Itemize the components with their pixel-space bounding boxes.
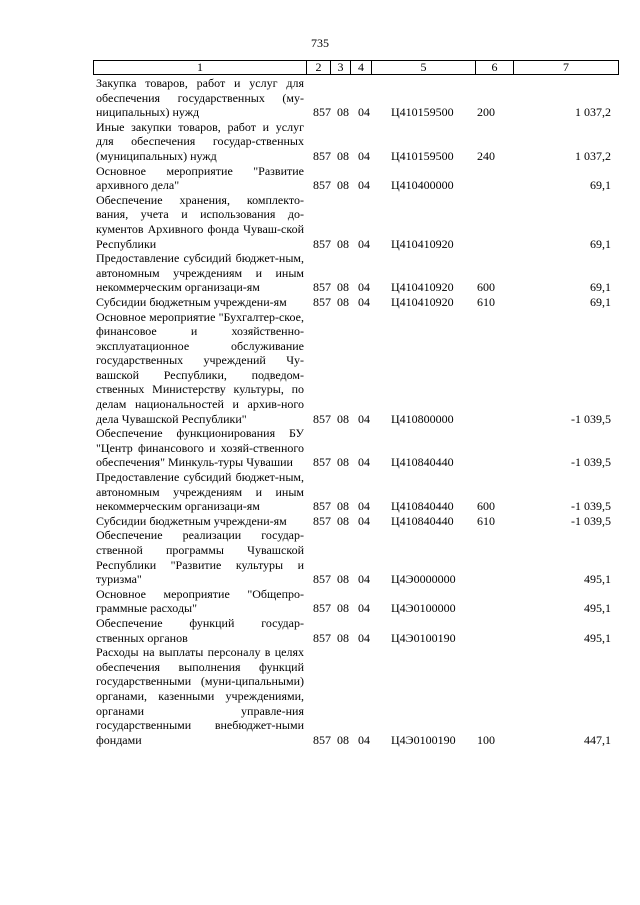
table-row <box>93 120 613 164</box>
row-code-4: 04 <box>358 513 370 528</box>
table-row <box>93 616 613 645</box>
row-code-2: 857 <box>313 732 331 747</box>
row-code-3: 08 <box>337 105 349 120</box>
row-code-3: 08 <box>337 572 349 587</box>
table-row <box>93 514 613 529</box>
row-name: Обеспечение реализации государ-ственной программы Чувашской Республики "Развитие культуры и туризма" <box>96 528 304 587</box>
row-code-4: 04 <box>358 732 370 747</box>
table-row <box>93 645 613 747</box>
row-amount: -1 039,5 <box>571 513 611 528</box>
row-name: Субсидии бюджетным учреждени-ям <box>96 294 287 309</box>
table-header <box>93 60 619 75</box>
row-name: Обеспечение функционирования БУ "Центр финансового и хозяй-ственного обеспечения" Минкуль-туры Чувашии <box>96 426 304 470</box>
row-target-code: Ц4Э0100000 <box>391 601 456 616</box>
row-expense-type: 200 <box>477 105 495 120</box>
row-name: Основное мероприятие "Бухгалтер-ское, финансовое и хозяйственно-эксплуатационное обслуживание государственных учреждений Чу-вашской Республики, подведом-ственных Министерству культуры, по делам национальностей и архив-ного дела Чувашской Республики" <box>96 309 304 426</box>
row-code-4: 04 <box>358 236 370 251</box>
row-target-code: Ц410840440 <box>391 455 454 470</box>
row-amount: 1 037,2 <box>575 105 611 120</box>
row-name: Закупка товаров, работ и услуг для обеспечения государственных (му-ниципальных) нужд <box>96 76 304 120</box>
header-col-1: 1 <box>94 61 307 75</box>
row-code-2: 857 <box>313 513 331 528</box>
row-amount: -1 039,5 <box>571 499 611 514</box>
row-code-4: 04 <box>358 411 370 426</box>
row-target-code: Ц4Э0100190 <box>391 732 456 747</box>
header-col-5: 5 <box>372 61 476 75</box>
row-amount: 495,1 <box>584 572 611 587</box>
row-target-code: Ц410410920 <box>391 294 454 309</box>
row-amount: 69,1 <box>590 294 611 309</box>
row-code-4: 04 <box>358 148 370 163</box>
row-name: Основное мероприятие "Общепро-граммные расходы" <box>96 586 304 616</box>
header-col-7: 7 <box>514 61 619 75</box>
row-amount: 69,1 <box>590 280 611 295</box>
row-expense-type: 600 <box>477 280 495 295</box>
row-target-code: Ц4Э0000000 <box>391 572 456 587</box>
table-row <box>93 76 613 120</box>
row-target-code: Ц410840440 <box>391 513 454 528</box>
row-code-4: 04 <box>358 601 370 616</box>
row-amount: 495,1 <box>584 630 611 645</box>
table-row <box>93 587 613 616</box>
row-code-4: 04 <box>358 178 370 193</box>
row-code-4: 04 <box>358 630 370 645</box>
row-code-3: 08 <box>337 411 349 426</box>
row-code-2: 857 <box>313 601 331 616</box>
row-target-code: Ц410400000 <box>391 178 454 193</box>
row-code-3: 08 <box>337 280 349 295</box>
header-col-6: 6 <box>476 61 514 75</box>
row-target-code: Ц4Э0100190 <box>391 630 456 645</box>
header-col-2: 2 <box>307 61 331 75</box>
row-code-3: 08 <box>337 499 349 514</box>
row-amount: 1 037,2 <box>575 148 611 163</box>
table-row <box>93 310 613 427</box>
row-code-3: 08 <box>337 732 349 747</box>
row-amount: 495,1 <box>584 601 611 616</box>
row-code-2: 857 <box>313 572 331 587</box>
row-amount: 447,1 <box>584 732 611 747</box>
row-target-code: Ц410410920 <box>391 236 454 251</box>
table-row <box>93 470 613 514</box>
row-code-2: 857 <box>313 411 331 426</box>
row-expense-type: 240 <box>477 148 495 163</box>
row-code-4: 04 <box>358 280 370 295</box>
row-target-code: Ц410800000 <box>391 411 454 426</box>
row-code-4: 04 <box>358 572 370 587</box>
row-target-code: Ц410840440 <box>391 499 454 514</box>
row-code-2: 857 <box>313 455 331 470</box>
row-name: Обеспечение хранения, комплекто-вания, учета и использования до-кументов Архивного фонда Чуваш-ской Республики <box>96 192 304 251</box>
row-code-4: 04 <box>358 105 370 120</box>
row-name: Основное мероприятие "Развитие архивного дела" <box>96 163 304 193</box>
row-code-2: 857 <box>313 499 331 514</box>
row-amount: 69,1 <box>590 236 611 251</box>
row-code-2: 857 <box>313 294 331 309</box>
table-row <box>93 164 613 193</box>
table-row <box>93 528 613 586</box>
row-code-2: 857 <box>313 148 331 163</box>
page-number: 735 <box>311 36 329 50</box>
table-body <box>93 76 613 747</box>
row-expense-type: 600 <box>477 499 495 514</box>
row-target-code: Ц410410920 <box>391 280 454 295</box>
row-code-2: 857 <box>313 280 331 295</box>
table-row <box>93 426 613 470</box>
header-col-4: 4 <box>351 61 372 75</box>
row-code-2: 857 <box>313 236 331 251</box>
table-row <box>93 193 613 251</box>
row-code-3: 08 <box>337 294 349 309</box>
row-name: Обеспечение функций государ-ственных органов <box>96 615 304 645</box>
row-code-3: 08 <box>337 178 349 193</box>
table-row <box>93 295 613 310</box>
row-name: Иные закупки товаров, работ и услуг для обеспечения государ-ственных (муниципальных) нужд <box>96 119 304 163</box>
row-target-code: Ц410159500 <box>391 105 454 120</box>
header-col-3: 3 <box>331 61 351 75</box>
row-amount: 69,1 <box>590 178 611 193</box>
row-code-4: 04 <box>358 294 370 309</box>
row-code-3: 08 <box>337 455 349 470</box>
row-code-3: 08 <box>337 513 349 528</box>
row-name: Предоставление субсидий бюджет-ным, автономным учреждениям и иным некоммерческим организаци-ям <box>96 470 304 514</box>
row-name: Предоставление субсидий бюджет-ным, автономным учреждениям и иным некоммерческим организаци-ям <box>96 251 304 295</box>
row-amount: -1 039,5 <box>571 411 611 426</box>
table-row <box>93 251 613 295</box>
row-name: Субсидии бюджетным учреждени-ям <box>96 513 287 528</box>
row-code-2: 857 <box>313 105 331 120</box>
row-code-2: 857 <box>313 630 331 645</box>
row-expense-type: 610 <box>477 294 495 309</box>
row-expense-type: 610 <box>477 513 495 528</box>
row-name: Расходы на выплаты персоналу в целях обеспечения выполнения функций государственными (муни-ципальными) органами, казенными учреждениями, органами управле-ния государственными внебюджет-ными фондами <box>96 645 304 747</box>
row-code-2: 857 <box>313 178 331 193</box>
row-code-4: 04 <box>358 455 370 470</box>
row-code-3: 08 <box>337 148 349 163</box>
row-expense-type: 100 <box>477 732 495 747</box>
row-code-3: 08 <box>337 630 349 645</box>
row-code-4: 04 <box>358 499 370 514</box>
row-code-3: 08 <box>337 236 349 251</box>
row-amount: -1 039,5 <box>571 455 611 470</box>
row-code-3: 08 <box>337 601 349 616</box>
row-target-code: Ц410159500 <box>391 148 454 163</box>
